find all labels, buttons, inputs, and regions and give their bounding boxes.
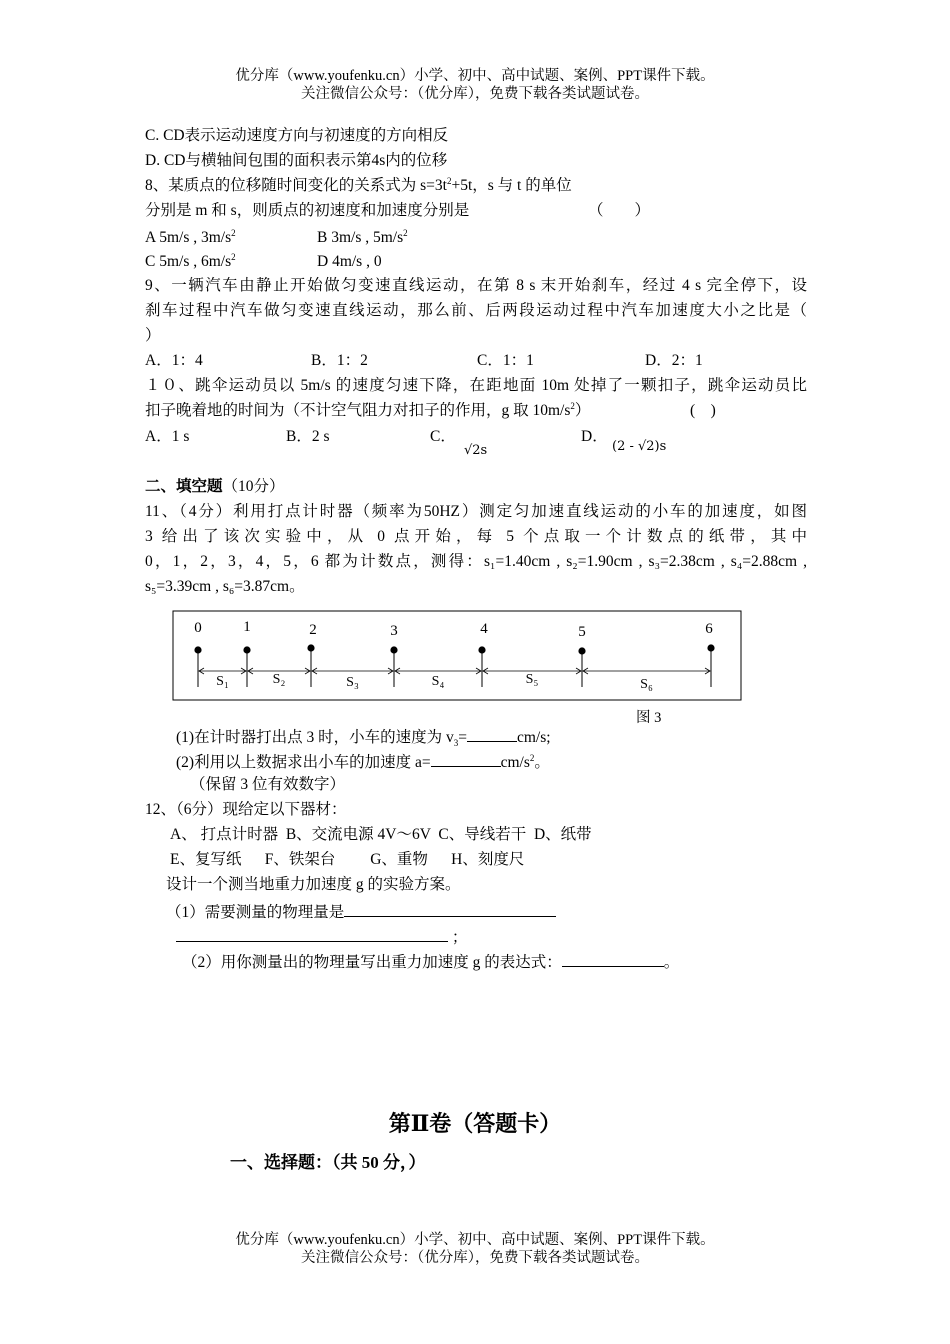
tape-segment-label: S₂ xyxy=(272,672,286,687)
q12-materials-line2: E、复写纸 F、铁架台 G、重物 H、刻度尺 xyxy=(170,851,525,868)
q10-option-b: B．2 s xyxy=(286,428,330,445)
q11-stem-line2: 3 给出了该次实验中，从 0 点开始，每 5 个点取一个计数点的纸带，其中 xyxy=(145,528,807,545)
tape-segment-label: S₆ xyxy=(640,677,653,692)
q8-stem-line2: 分别是 m 和 s，则质点的初速度和加速度分别是 xyxy=(145,202,470,219)
q8-option-a: A 5m/s , $3m/s^2$ xyxy=(145,227,236,246)
q11-sub1: (1)在计时器打出点 3 时，小车的速度为 $v_3= cm/s$; xyxy=(176,725,551,748)
q8-option-b: B 3m/s , $5m/s^2$ xyxy=(317,227,408,246)
q10-option-a: A．1 s xyxy=(145,428,190,445)
q8-stem-line1: 8、某质点的位移随时间变化的关系式为 $s=3t^2+5t$，s 与 t 的单位 xyxy=(145,175,572,194)
q11-sub2: (2)利用以上数据求出小车的加速度 $a= cm/s^2$。 xyxy=(176,750,550,773)
q12-materials-line1: A、 打点计时器 B、交流电源 4V～6V C、导线若干 D、纸带 xyxy=(170,826,592,843)
tape-point-label: 4 xyxy=(480,621,488,637)
tape-segment-label: S₃ xyxy=(346,675,359,690)
q12-stem-line1: 12、（6分）现给定以下器材： xyxy=(145,801,347,818)
q10-option-d-value: (2 - √2)s xyxy=(612,439,667,454)
q9-stem-line2: 刹车过程中汽车做匀变速直线运动，那么前、后两段运动过程中汽车加速度大小之比是（ xyxy=(145,302,807,319)
q11-stem-line4: s₅=3.39cm , s₆=3.87cm。 xyxy=(145,578,305,595)
q12-answer-blank1[interactable] xyxy=(344,900,556,917)
q12-sub1: （1）需要测量的物理量是 xyxy=(166,900,556,923)
q8-answer-paren: （ ） xyxy=(588,202,651,219)
tape-point-label: 1 xyxy=(243,619,251,635)
q12-sub2: （2）用你测量出的物理量写出重力加速度 g 的表达式： 。 xyxy=(182,950,679,973)
tape-segment-label: S₄ xyxy=(431,674,445,689)
page-footer-line2: 关注微信公众号：（优分库），免费下载各类试题试卷。 xyxy=(301,1250,649,1266)
tape-point-label: 5 xyxy=(578,624,586,640)
page-header-line2: 关注微信公众号：（优分库），免费下载各类试题试卷。 xyxy=(301,86,649,102)
ticker-tape-figure xyxy=(172,609,744,703)
q8-option-d: D 4m/s , 0 xyxy=(317,253,382,270)
part2-section1-heading: 一、选择题：（共 50 分，） xyxy=(230,1153,426,1172)
q11-note: （保留 3 位有效数字） xyxy=(190,776,346,793)
q9-option-a: A．1：4 xyxy=(145,352,203,369)
q10-option-c-value: √2s xyxy=(464,443,488,458)
q7-option-d: D. CD与横轴间包围的面积表示第4s内的位移 xyxy=(145,152,448,169)
tape-point-label: 2 xyxy=(309,622,317,638)
q12-answer-blank3[interactable] xyxy=(562,950,664,967)
q11-answer-blank1[interactable] xyxy=(467,725,517,742)
tape-point-label: 0 xyxy=(194,620,202,636)
section2-heading: 二、填空题（10分） xyxy=(145,478,285,495)
tape-point-label: 6 xyxy=(705,621,713,637)
q10-answer-paren: ( ) xyxy=(690,402,716,419)
q11-answer-blank2[interactable] xyxy=(431,750,501,767)
q9-option-b: B．1：2 xyxy=(311,352,368,369)
tape-segment-label: S₁ xyxy=(216,674,229,689)
q7-option-c: C. CD表示运动速度方向与初速度的方向相反 xyxy=(145,127,449,144)
tape-point-label: 3 xyxy=(390,623,398,639)
q11-stem-line3: 0，1，2，3，4，5，6 都为计数点，测得：s₁=1.40cm , s₂=1.90cm , s₃=2.38cm , s₄=2.88cm , xyxy=(145,553,807,570)
q9-stem-line3: ） xyxy=(145,327,161,344)
q8-option-c: C 5m/s , $6m/s^2$ xyxy=(145,251,236,270)
q12-task: 设计一个测当地重力加速度 g 的实验方案。 xyxy=(166,876,461,893)
q10-option-c: C． xyxy=(430,428,456,445)
q12-answer-blank2[interactable] xyxy=(176,925,448,942)
q11-stem-line1: 11、（4分）利用打点计时器（频率为50HZ）测定匀加速直线运动的小车的加速度，如图 xyxy=(145,503,807,520)
q12-sub1-cont: ； xyxy=(176,925,467,948)
tape-segment-label: S₅ xyxy=(525,672,539,687)
q9-stem-line1: 9、一辆汽车由静止开始做匀变速直线运动，在第 8 s 末开始刹车，经过 4 s 完全停下，设 xyxy=(145,277,807,294)
figure-caption: 图 3 xyxy=(636,710,662,726)
tape-frame xyxy=(173,611,741,700)
page-footer-line1: 优分库（www.youfenku.cn）小学、初中、高中试题、案例、PPT课件下载。 xyxy=(235,1232,715,1248)
q10-stem-line1: １０、跳伞运动员以 5m/s 的速度匀速下降，在距地面 10m 处掉了一颗扣子，跳伞运动员比 xyxy=(145,377,807,394)
q10-option-d: D． xyxy=(581,428,608,445)
q10-stem-line2: 扣子晚着地的时间为（不计空气阻力对扣子的作用，g 取 $10m/s^2$） xyxy=(145,400,591,419)
q9-option-c: C．1：1 xyxy=(477,352,534,369)
page-header-line1: 优分库（www.youfenku.cn）小学、初中、高中试题、案例、PPT课件下载。 xyxy=(235,68,715,84)
part2-title: 第Ⅱ卷（答题卡） xyxy=(388,1111,562,1136)
q9-option-d: D．2：1 xyxy=(645,352,703,369)
